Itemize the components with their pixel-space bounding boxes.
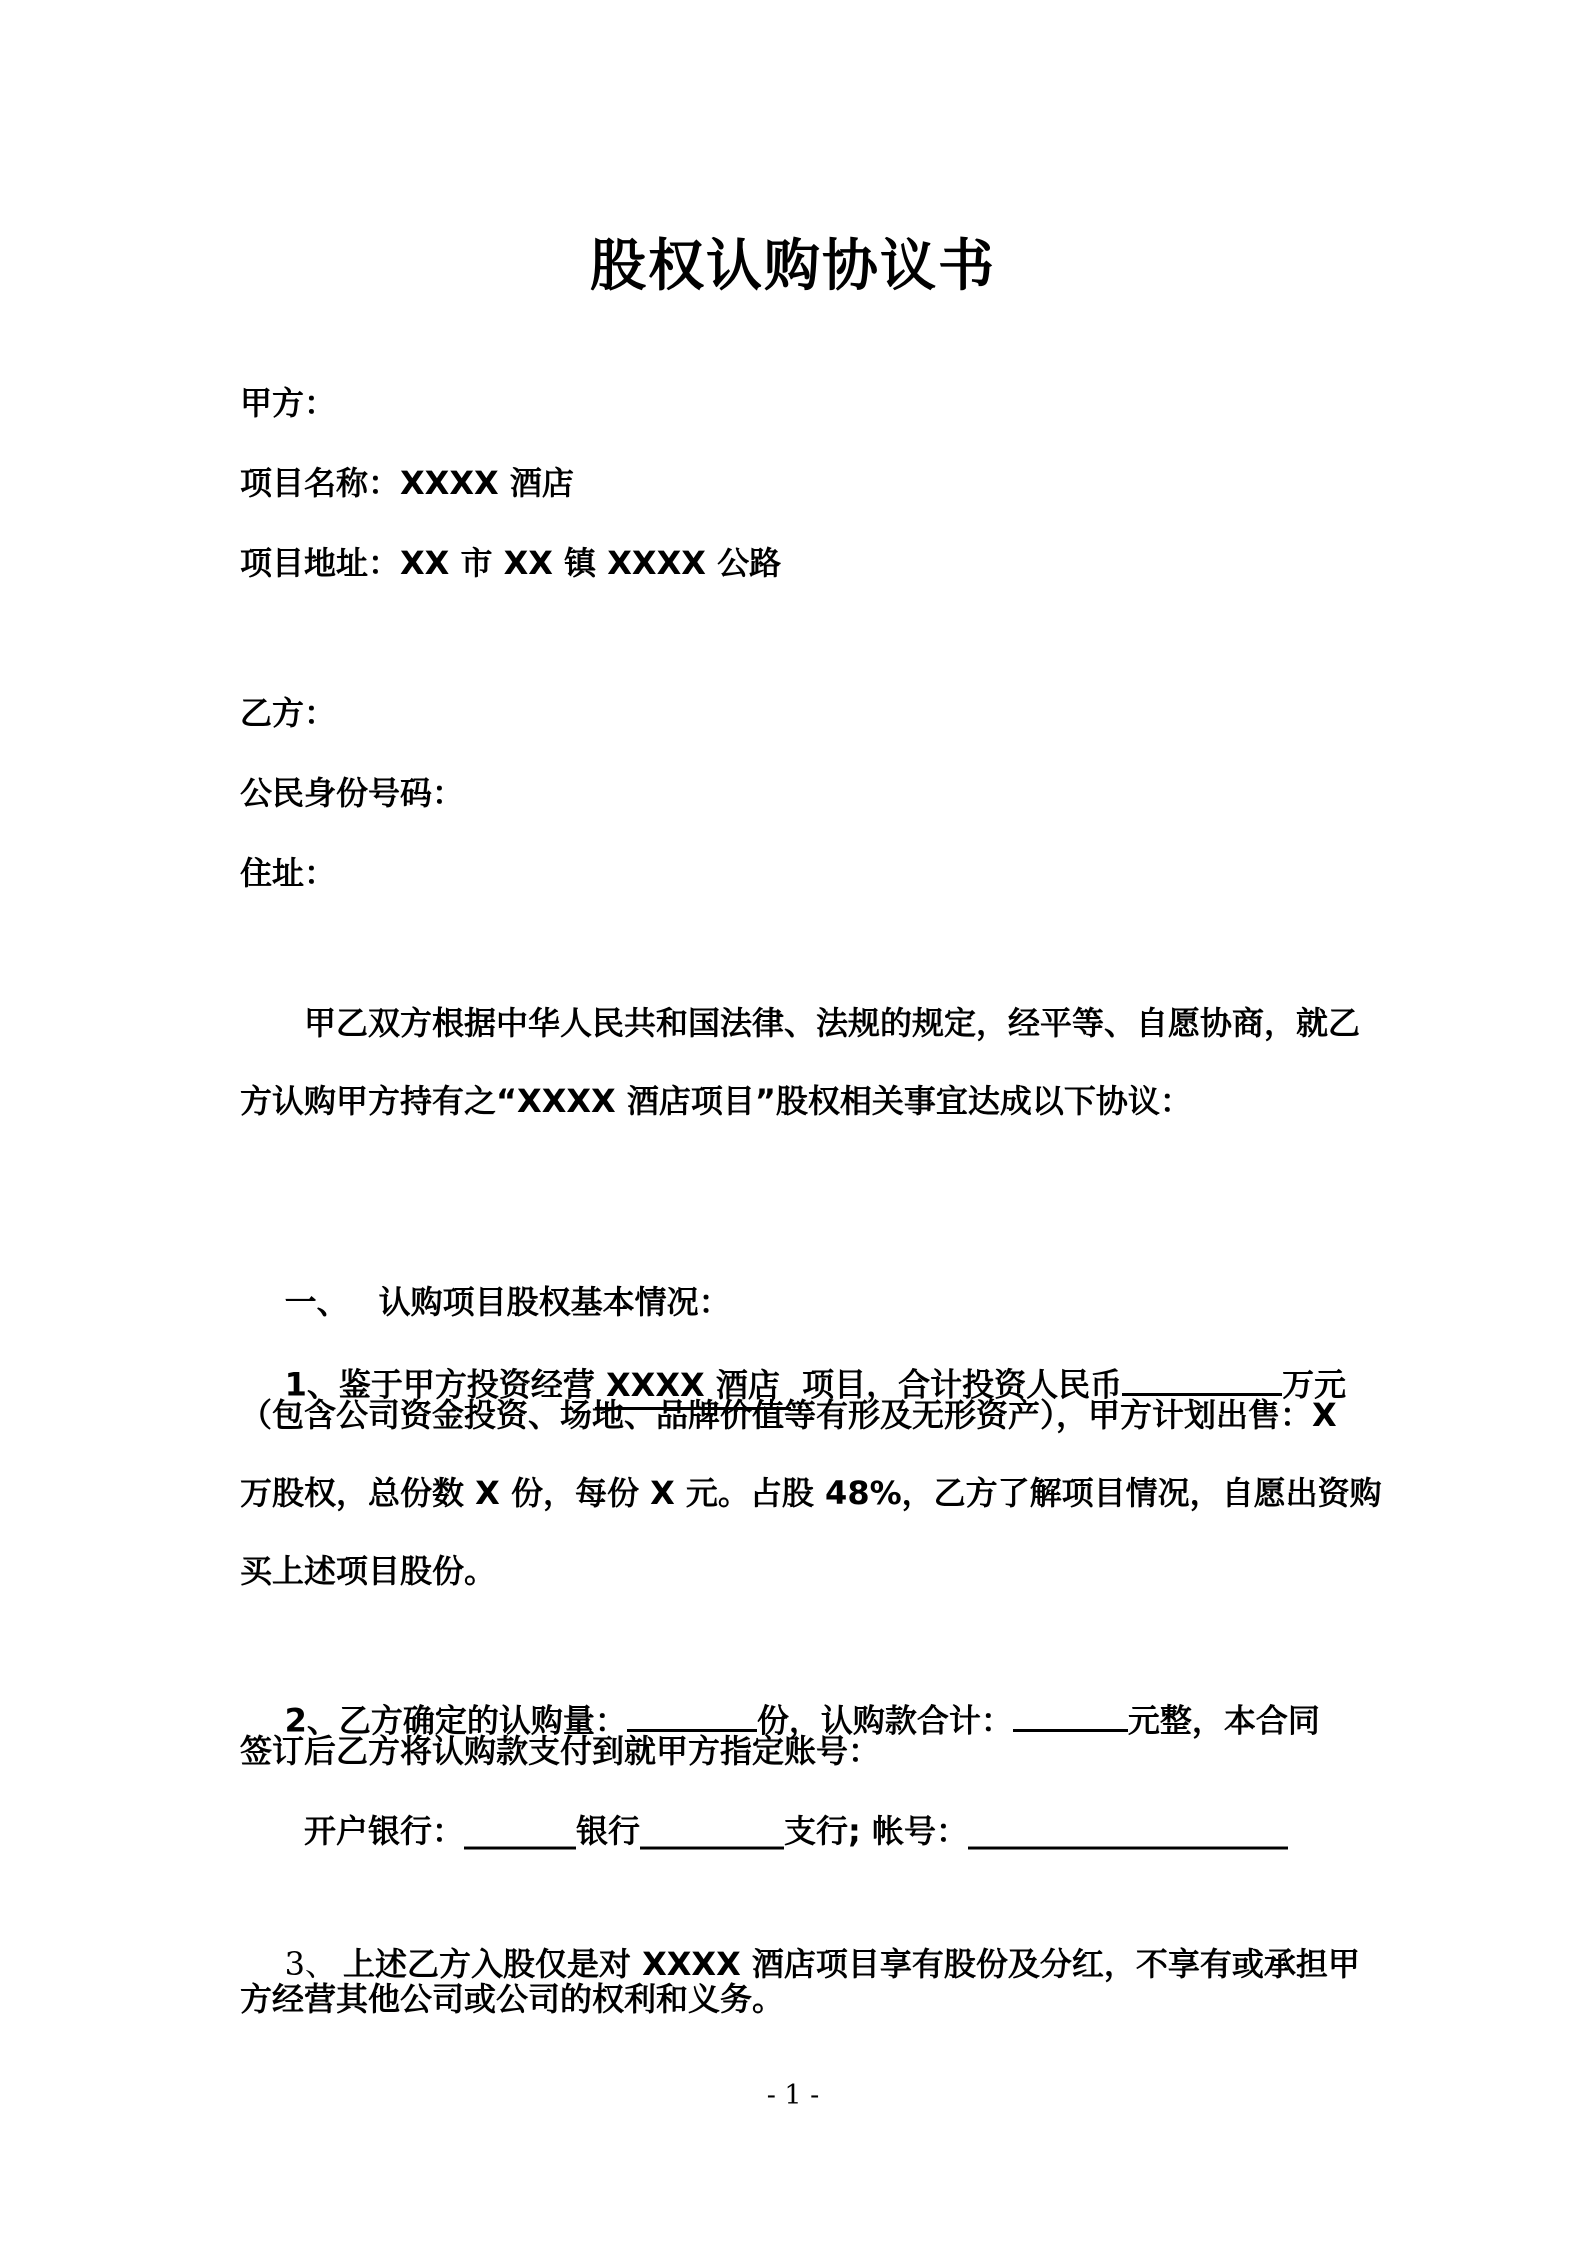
- item-2-line-2: 签订后乙方将认购款支付到就甲方指定账号：: [240, 1732, 881, 1770]
- preamble-line-1: 甲乙双方根据中华人民共和国法律、法规的规定，经平等、自愿协商，就乙: [304, 1004, 1361, 1042]
- item-3-number: 3、: [284, 1945, 337, 1984]
- id-number-line: 公民身份号码：: [240, 774, 465, 812]
- item-3-line-2: 方经营其他公司或公司的权利和义务。: [240, 1980, 785, 2018]
- item-1-text-mid: 项目，合计投资人民币: [790, 1365, 1123, 1404]
- item-1-text-pre: 1、鉴于甲方投资经营: [284, 1365, 595, 1404]
- item-3-text: 上述乙方入股仅是对 XXXX 酒店项目享有股份及分红，不享有或承担甲: [342, 1945, 1360, 1984]
- party-a-line: 甲方：: [240, 384, 337, 422]
- item-1-line-4: 买上述项目股份。: [240, 1552, 497, 1590]
- item-2-text-pre: 2、乙方确定的认购量：: [284, 1701, 627, 1740]
- project-name-line: 项目名称：XXXX 酒店: [240, 464, 574, 502]
- item-1-line-2: （包含公司资金投资、场地、品牌价值等有形及无形资产），甲方计划出售：X: [240, 1396, 1337, 1434]
- bank-account-line: 开户银行：_______银行_________支行; 帐号：____________________: [304, 1812, 1288, 1850]
- section-1-number: 一、: [284, 1283, 349, 1322]
- residence-line: 住址：: [240, 854, 337, 892]
- item-1-line-3: 万股权，总份数 X 份，每份 X 元。占股 48%，乙方了解项目情况，自愿出资购: [240, 1474, 1382, 1512]
- party-b-line: 乙方：: [240, 694, 337, 732]
- blank-underline-payment-total: [1013, 1695, 1128, 1732]
- document-title: 股权认购协议书: [590, 234, 996, 299]
- item-2-text-post: 元整，本合同: [1127, 1701, 1320, 1740]
- blank-underline-share-quantity: [627, 1695, 757, 1732]
- section-1-heading-text: 认购项目股权基本情况：: [378, 1283, 731, 1322]
- blank-underline-investment-amount: [1122, 1359, 1282, 1396]
- item-2-text-mid: 份，认购款合计：: [756, 1701, 1013, 1740]
- project-address-line: 项目地址：XX 市 XX 镇 XXXX 公路: [240, 544, 782, 582]
- item-1-text-post: 万元: [1282, 1365, 1347, 1404]
- page-number: - 1 -: [766, 2080, 820, 2111]
- preamble-line-2: 方认购甲方持有之“XXXX 酒店项目”股权相关事宜达成以下协议：: [240, 1082, 1192, 1120]
- item-1-underlined-project-name: XXXX 酒店: [595, 1366, 791, 1410]
